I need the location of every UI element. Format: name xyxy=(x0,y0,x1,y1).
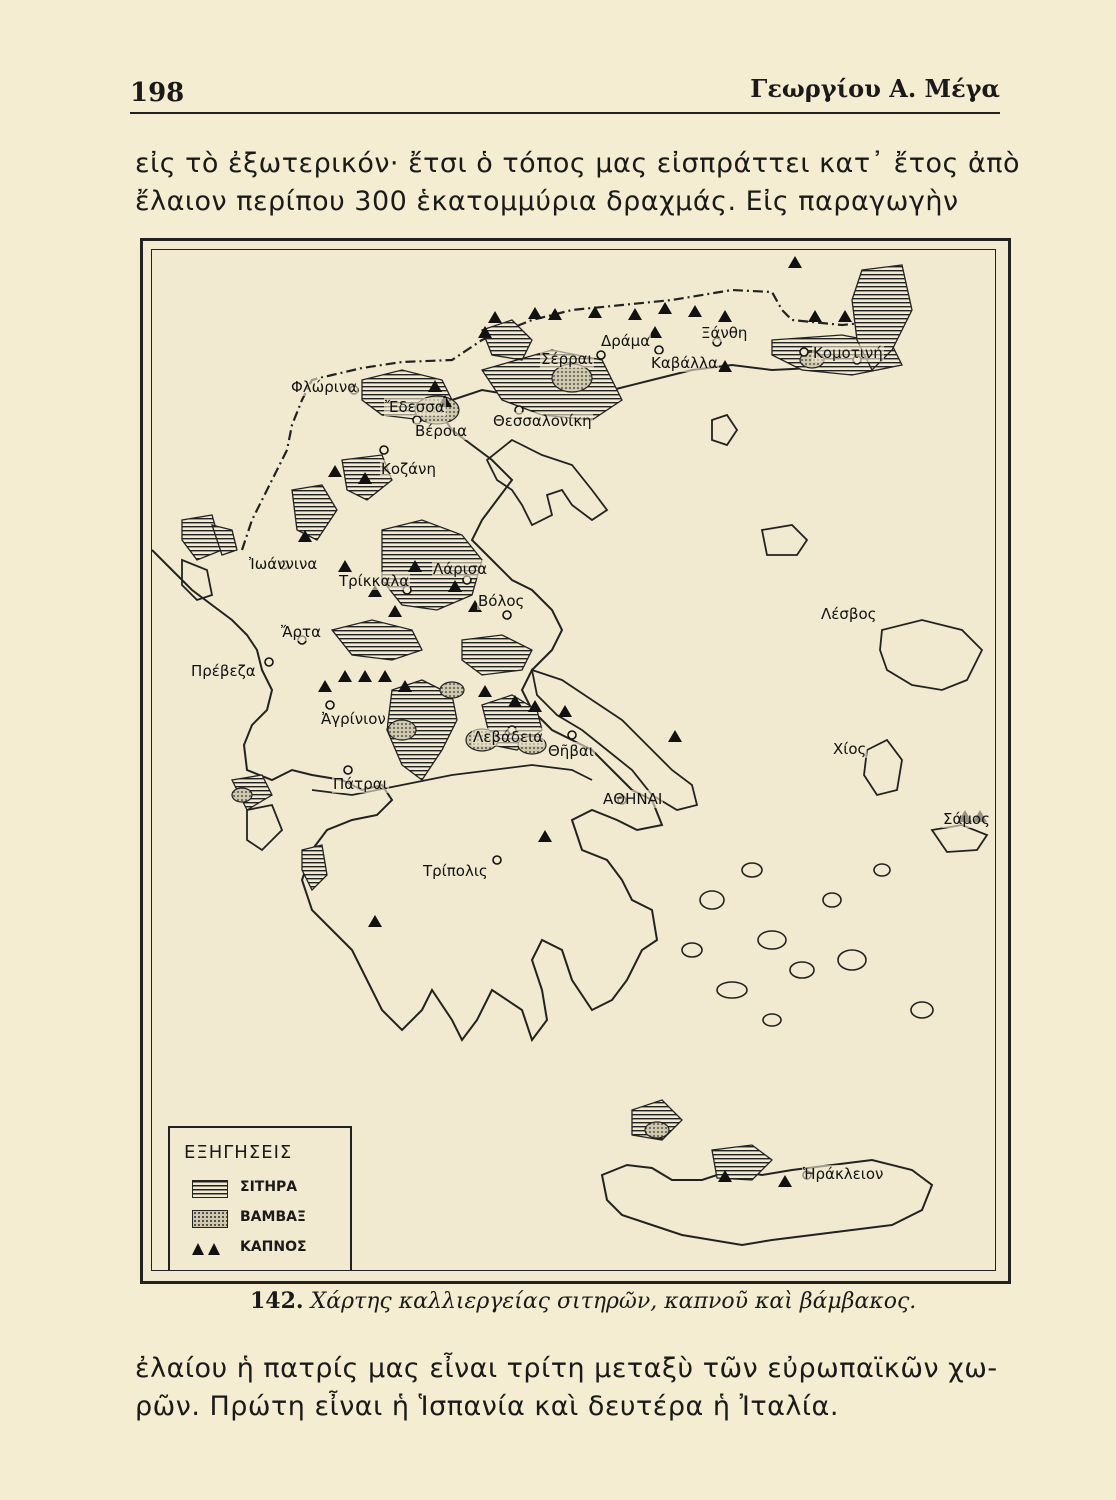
place-veroia: Βέροια xyxy=(415,422,468,440)
place-agrinion: Ἀγρίνιον xyxy=(321,710,386,728)
place-larisa: Λάρισα xyxy=(433,560,488,578)
place-kozani: Κοζάνη xyxy=(381,460,436,478)
place-komotini: Κομοτινή xyxy=(813,344,883,362)
legend-label: ΣΙΤΗΡΑ xyxy=(240,1179,298,1195)
legend-item-cotton xyxy=(192,1208,352,1228)
lesvos-island xyxy=(880,620,982,690)
paragraph-line: ρῶν. Πρώτη εἶναι ἡ Ἱσπανία καὶ δευτέρα ἡ Ἰταλία. xyxy=(135,1391,839,1422)
place-arta: Ἄρτα xyxy=(281,623,321,641)
place-preveza: Πρέβεζα xyxy=(191,662,256,680)
place-serrai: Σέρραι xyxy=(541,350,593,368)
tobacco-triangles-swatch-icon xyxy=(192,1240,226,1256)
paragraph-line: εἰς τὸ ἐξωτερικόν· ἔτσι ὁ τόπος μας εἰσπράττει κατ᾿ ἔτος ἀπὸ xyxy=(135,148,1021,179)
page-header xyxy=(130,70,1000,110)
place-edessa: Ἔδεσσα xyxy=(385,398,445,416)
page-number: 198 xyxy=(130,78,185,108)
running-head-author: Γεωργίου Α. Μέγα xyxy=(750,74,1000,103)
place-lesvos: Λέσβος xyxy=(821,605,877,623)
place-florina: Φλώρινα xyxy=(291,378,358,396)
header-rule xyxy=(130,112,1000,114)
figure-number: 142. xyxy=(250,1288,304,1314)
map-legend xyxy=(168,1126,352,1271)
place-chios: Χίος xyxy=(833,740,867,758)
map-canvas xyxy=(151,249,996,1271)
paragraph-top xyxy=(135,145,1021,221)
cephalonia-island xyxy=(247,805,282,850)
paragraph-line: ἐλαίου ἡ πατρίς μας εἶναι τρίτη μεταξὺ τῶν εὐρωπαϊκῶν χω- xyxy=(135,1353,998,1384)
figure-caption xyxy=(250,1288,950,1314)
legend-item-tobacco xyxy=(192,1238,352,1258)
wheat-hatch-swatch-icon xyxy=(192,1180,228,1198)
place-lebadeia: Λεβάδεια xyxy=(473,728,544,746)
wheat-regions xyxy=(182,265,912,1180)
place-athinai: ΑΘΗΝΑΙ xyxy=(603,790,663,808)
greece-map-drawing xyxy=(152,250,995,1270)
place-kavala: Καβάλλα xyxy=(651,354,718,372)
samos-island xyxy=(932,825,987,852)
paragraph-bottom xyxy=(135,1350,1000,1426)
mainland-coastline xyxy=(152,360,892,1040)
legend-title: ΕΞΗΓΗΣΕΙΣ xyxy=(184,1142,293,1163)
chios-island xyxy=(864,740,902,795)
legend-item-wheat xyxy=(192,1178,352,1198)
legend-label: ΚΑΠΝΟΣ xyxy=(240,1239,307,1255)
place-samos: Σάμος xyxy=(943,810,990,828)
lemnos-island xyxy=(762,525,807,555)
place-tripolis: Τρίπολις xyxy=(423,862,488,880)
place-patrai: Πάτραι xyxy=(333,775,388,793)
map-figure xyxy=(140,238,1011,1284)
place-volos: Βόλος xyxy=(478,592,525,610)
place-ioannina: Ἰωάννινα xyxy=(249,555,318,573)
place-drama: Δράμα xyxy=(601,332,651,350)
place-trikala: Τρίκκαλα xyxy=(339,572,410,590)
chalkidiki-peninsula xyxy=(487,440,607,525)
cyclades-islands xyxy=(682,863,933,1026)
cotton-dots-swatch-icon xyxy=(192,1210,228,1228)
place-thessaloniki: Θεσσαλονίκη xyxy=(493,412,592,430)
figure-caption-text: Χάρτης καλλιεργείας σιτηρῶν, καπνοῦ καὶ βάμβακος. xyxy=(310,1289,917,1314)
place-thivai: Θῆβαι xyxy=(548,742,594,760)
thasos-island xyxy=(712,415,737,445)
paragraph-line: ἔλαιον περίπου 300 ἑκατομμύρια δραχμάς. Εἰς παραγωγὴν xyxy=(135,186,959,217)
legend-label: ΒΑΜΒΑΞ xyxy=(240,1209,306,1225)
place-irakleion: Ἡράκλειον xyxy=(803,1165,884,1183)
place-xanthi: Ξάνθη xyxy=(701,324,748,342)
